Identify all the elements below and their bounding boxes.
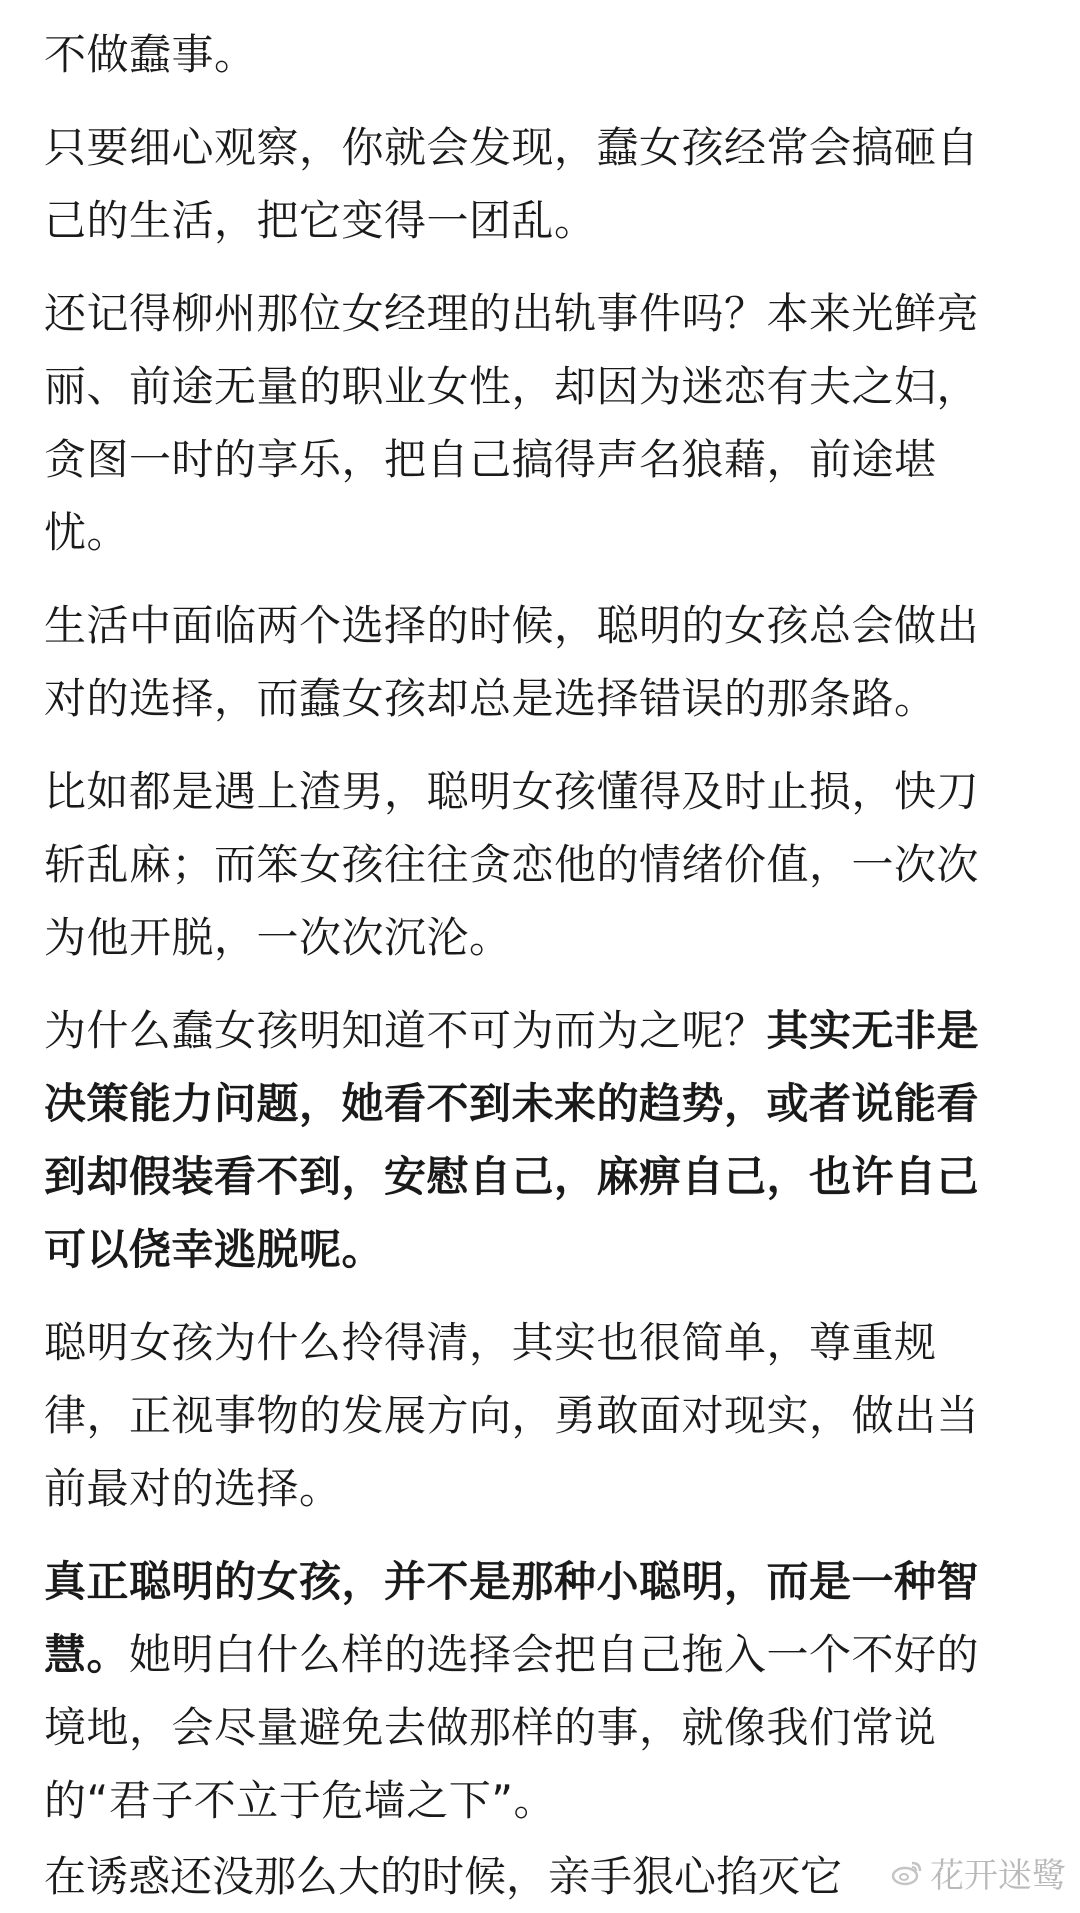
paragraph-1 — [44, 111, 1016, 257]
bold-text-segment: 真正聪明的女孩，并不是那种小聪明，而是一种智慧。 — [44, 1557, 980, 1679]
paragraph-4 — [44, 755, 1016, 974]
paragraph-3 — [44, 589, 1016, 735]
text-segment: 生活中面临两个选择的时候，聪明的女孩总会做出对的选择，而蠢女孩却总是选择错误的那条路。 — [44, 601, 980, 723]
text-segment: 比如都是遇上渣男，聪明女孩懂得及时止损，快刀斩乱麻；而笨女孩往往贪恋他的情绪价值，一次次为他开脱，一次次沉沦。 — [44, 767, 980, 962]
article-body — [44, 18, 1016, 1857]
paragraph-0 — [44, 18, 1016, 91]
paragraph-6 — [44, 1306, 1016, 1525]
text-segment: 只要细心观察，你就会发现，蠢女孩经常会搞砸自己的生活，把它变得一团乱。 — [44, 123, 980, 245]
text-segment: 为什么蠢女孩明知道不可为而为之呢？ — [44, 1006, 767, 1055]
watermark — [890, 1848, 1066, 1897]
weibo-logo-icon — [890, 1859, 924, 1887]
paragraph-2 — [44, 277, 1016, 569]
text-segment: 还记得柳州那位女经理的出轨事件吗？本来光鲜亮丽、前途无量的职业女性，却因为迷恋有夫之妇，贪图一时的享乐，把自己搞得声名狼藉，前途堪忧。 — [44, 289, 980, 557]
watermark-text: 花开迷鹭 — [930, 1856, 1066, 1896]
text-segment: 不做蠢事。 — [44, 30, 257, 79]
bold-text-segment: 其实无非是决策能力问题，她看不到未来的趋势，或者说能看到却假装看不到，安慰自己，麻痹自己，也许自己可以侥幸逃脱呢。 — [44, 1006, 980, 1274]
paragraph-7 — [44, 1545, 1016, 1837]
text-segment: 聪明女孩为什么拎得清，其实也很简单，尊重规律，正视事物的发展方向，勇敢面对现实，做出当前最对的选择。 — [44, 1318, 980, 1513]
cut-off-paragraph: 在诱惑还没那么大的时候，亲手狠心掐灭它 — [44, 1852, 843, 1901]
text-segment: 她明白什么样的选择会把自己拖入一个不好的境地，会尽量避免去做那样的事，就像我们常说的“君子不立于危墙之下”。 — [44, 1630, 980, 1825]
paragraph-5 — [44, 994, 1016, 1286]
